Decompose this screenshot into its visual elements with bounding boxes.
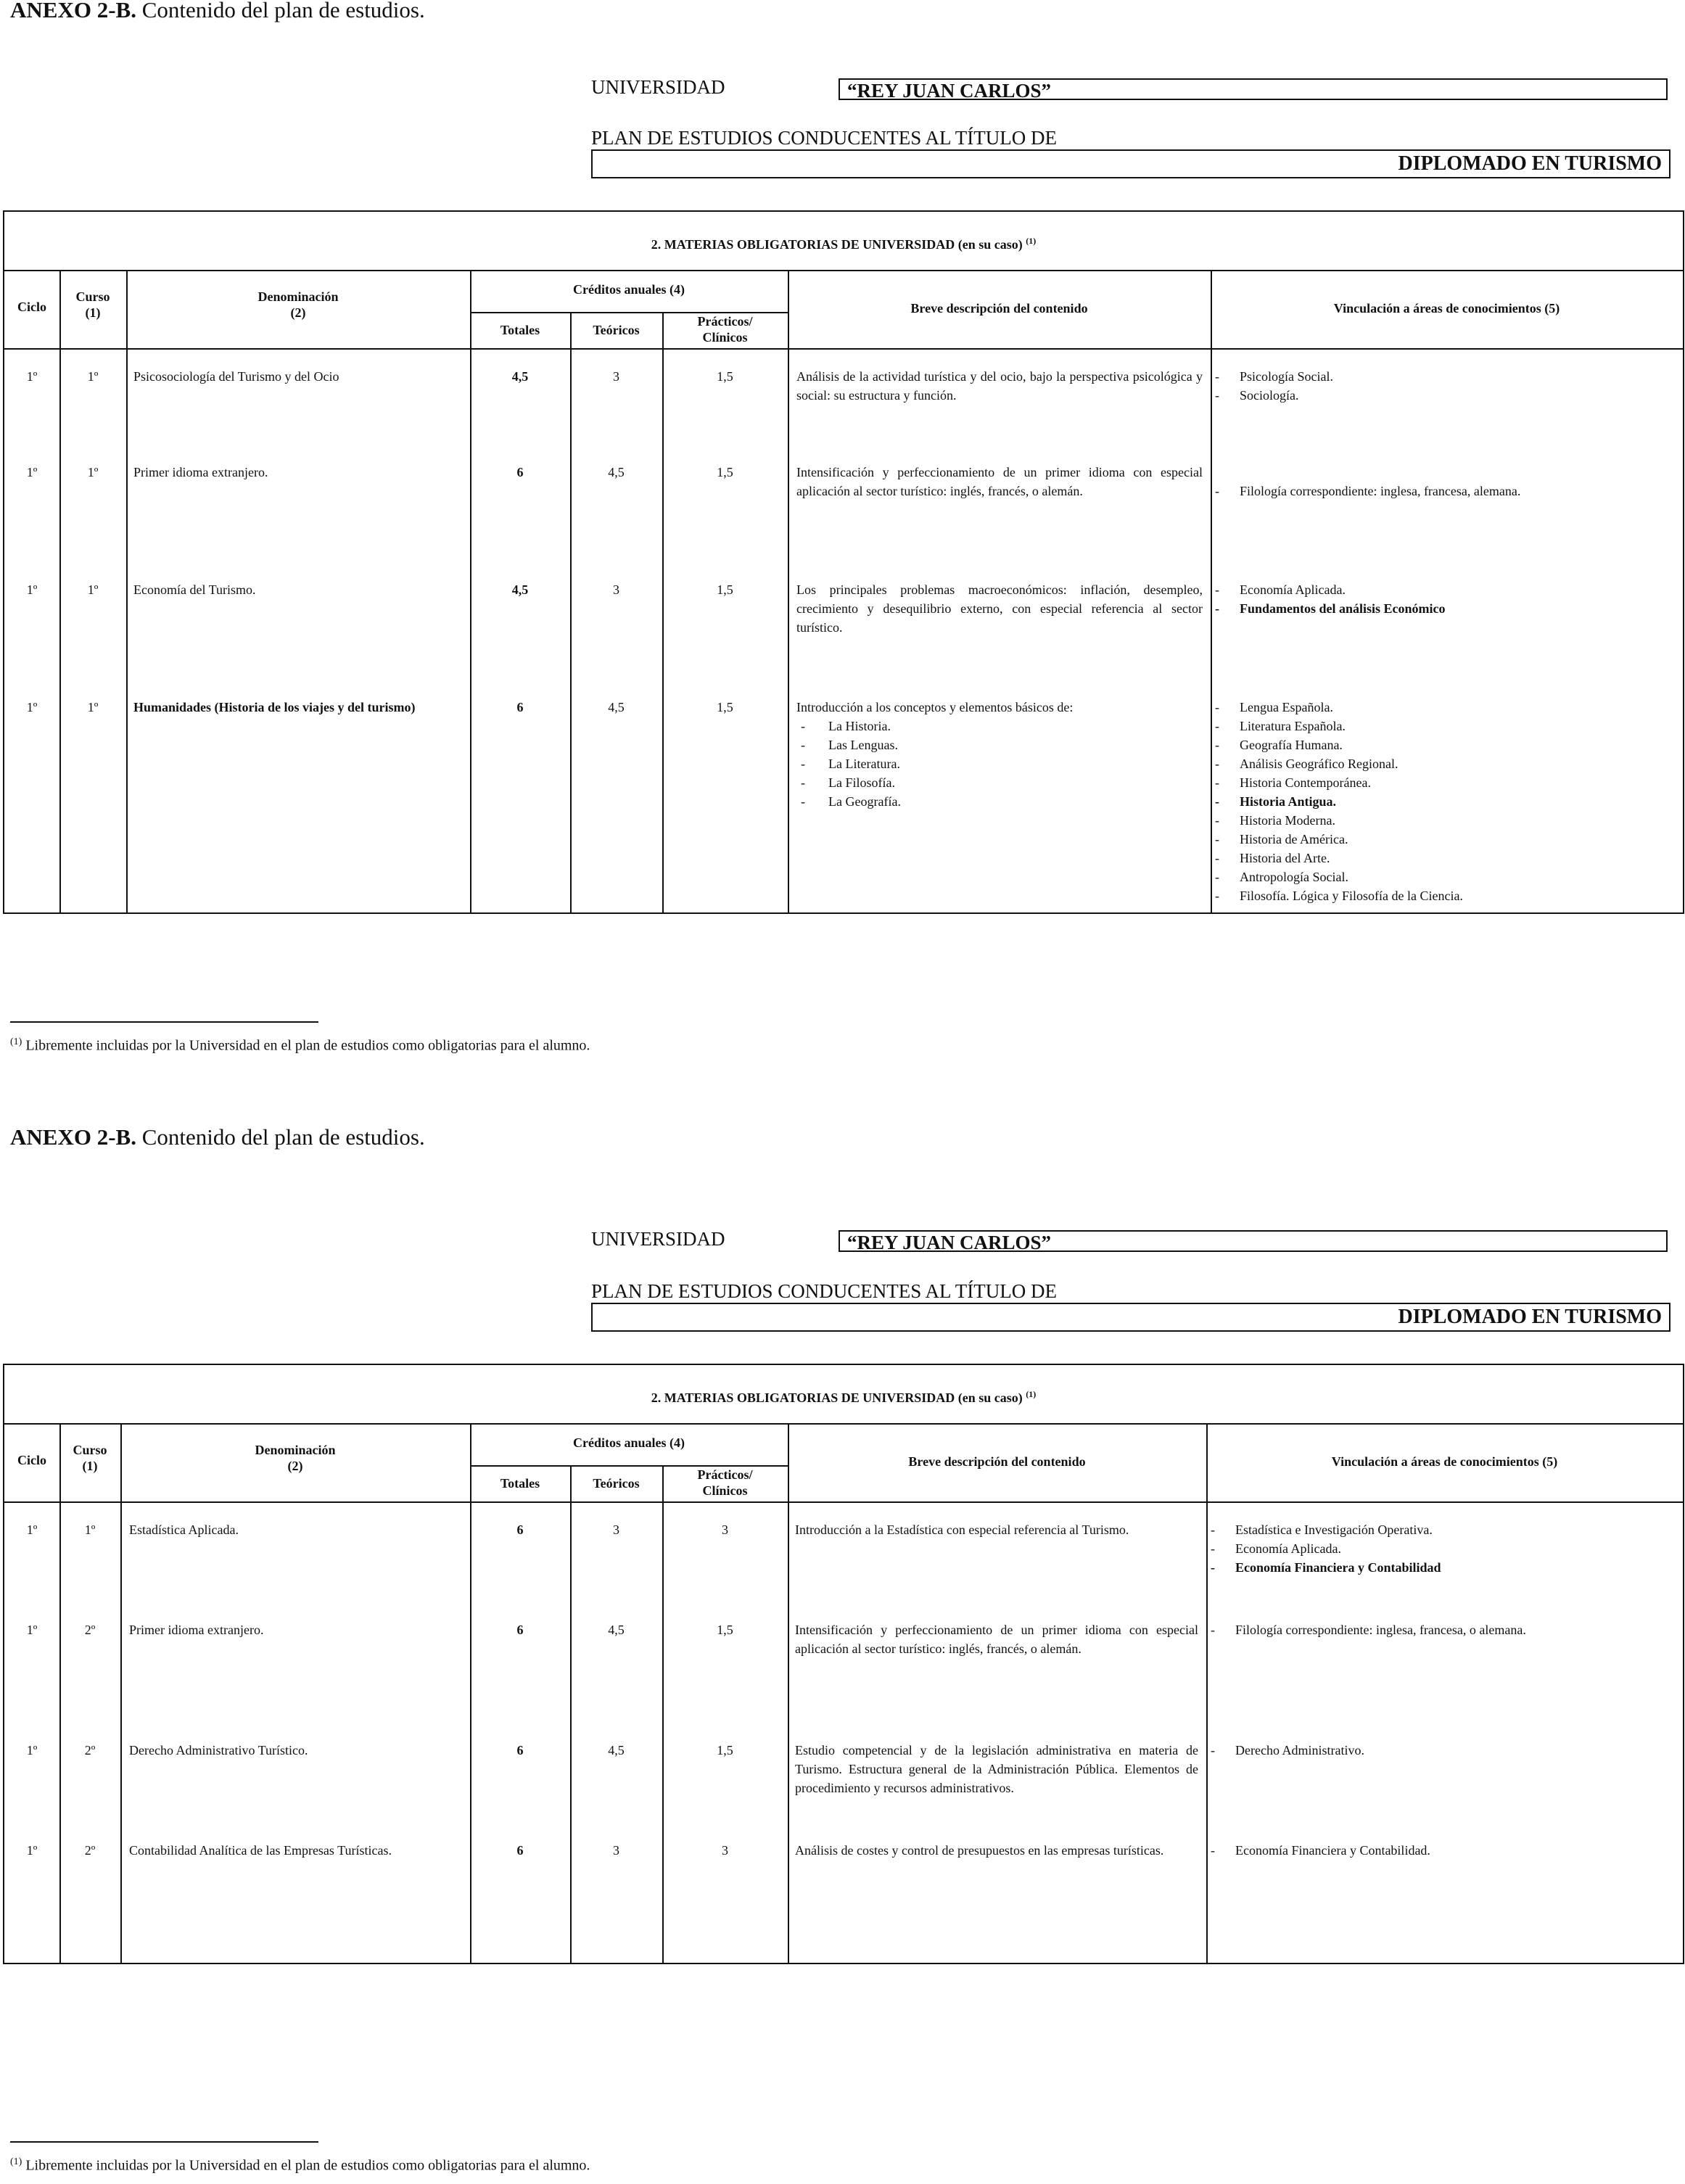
table-row-descripcion: Los principales problemas macroeconómicos: inflación, desempleo, crecimiento y desequilibrio externo, con especial referencia al sector turístico. — [796, 582, 1203, 635]
description-item: - Las Lenguas. — [796, 735, 1203, 754]
area-item: - Economía Aplicada. — [1206, 1539, 1675, 1558]
table-row-practicos: 1,5 — [717, 1623, 733, 1637]
area-item: - Historia Contemporánea. — [1211, 773, 1675, 792]
description-item: - La Filosofía. — [796, 773, 1203, 792]
table-row-ciclo: 1º — [26, 1522, 38, 1537]
header-teoricos: Teóricos — [593, 323, 640, 337]
table-row-denominacion: Primer idioma extranjero. — [129, 1623, 264, 1637]
table-row-curso: 1º — [87, 369, 99, 384]
universidad-name: “REY JUAN CARLOS” — [839, 1230, 1668, 1252]
table-row-descripcion: Intensificación y perfeccionamiento de un primer idioma con especial aplicación al sector turístico: inglés, francés, o alemán. — [796, 465, 1203, 498]
header-curso: Curso (1) — [73, 1443, 107, 1473]
area-item: - Economía Aplicada. — [1211, 580, 1675, 599]
table-row-descripcion: Análisis de costes y control de presupuestos en las empresas turísticas. — [795, 1843, 1164, 1858]
footnote-rule — [10, 1021, 318, 1023]
table-row-teoricos: 4,5 — [608, 465, 625, 479]
header-denominacion: Denominación (2) — [258, 289, 339, 320]
table-row-teoricos: 3 — [613, 582, 619, 597]
table-row-practicos: 1,5 — [717, 369, 733, 384]
description-item: - La Historia. — [796, 717, 1203, 735]
table-row-curso: 1º — [87, 582, 99, 597]
footnote: $^{(1)}$ Libremente incluidas por la Universidad en el plan de estudios como obligatorias para el alumno. — [10, 2156, 590, 2174]
table-row-ciclo: 1º — [26, 465, 38, 479]
table-row-curso: 1º — [87, 700, 99, 714]
header-totales: Totales — [500, 323, 540, 337]
area-item: - Filosofía. Lógica y Filosofía de la Ciencia. — [1211, 886, 1675, 905]
header-vinculacion: Vinculación a áreas de conocimientos (5) — [1333, 301, 1560, 316]
header-denominacion: Denominación (2) — [255, 1443, 336, 1473]
table-row-denominacion: Humanidades (Historia de los viajes y del turismo) — [133, 700, 416, 714]
header-practicos: Prácticos/ Clínicos — [697, 1467, 753, 1498]
footnote: $^{(1)}$ Libremente incluidas por la Universidad en el plan de estudios como obligatorias para el alumno. — [10, 1037, 590, 1054]
subjects-table — [3, 1364, 1684, 1964]
table-row-descripcion — [796, 698, 1203, 811]
table-row-ciclo: 1º — [26, 369, 38, 384]
table-row-ciclo: 1º — [26, 1743, 38, 1757]
annex-title: ANEXO 2-B. Contenido del plan de estudios. — [10, 0, 425, 22]
table-row-areas — [1211, 698, 1675, 905]
table-row-totales: 4,5 — [511, 582, 529, 597]
footnote-rule — [10, 2141, 318, 2143]
table-row-denominacion: Primer idioma extranjero. — [133, 465, 268, 479]
description-list — [796, 717, 1203, 811]
table-row-practicos: 1,5 — [717, 1743, 733, 1757]
table-caption: 2. MATERIAS OBLIGATORIAS DE UNIVERSIDAD (en su caso) $^{(1)}$ — [4, 212, 1683, 271]
header-totales: Totales — [500, 1476, 540, 1491]
header-teoricos: Teóricos — [593, 1476, 640, 1491]
area-item: - Sociología. — [1211, 386, 1675, 405]
table-row-curso: 1º — [87, 465, 99, 479]
universidad-label: UNIVERSIDAD — [591, 1228, 725, 1250]
header-ciclo: Ciclo — [17, 1453, 46, 1467]
degree-title: DIPLOMADO EN TURISMO — [591, 1303, 1670, 1332]
area-item: - Filología correspondiente: inglesa, francesa, o alemana. — [1206, 1620, 1675, 1639]
table-row-areas — [1211, 482, 1675, 500]
table-row-areas — [1206, 1620, 1675, 1639]
universidad-name: “REY JUAN CARLOS” — [839, 78, 1668, 100]
table-row-areas — [1206, 1520, 1675, 1577]
page-2 — [0, 1110, 1685, 2183]
table-row-areas — [1206, 1841, 1675, 1860]
header-vinculacion: Vinculación a áreas de conocimientos (5) — [1331, 1454, 1558, 1469]
table-row-practicos: 3 — [722, 1843, 728, 1858]
area-item: - Lengua Española. — [1211, 698, 1675, 717]
table-row-curso: 1º — [84, 1522, 96, 1537]
table-row-practicos: 3 — [722, 1522, 728, 1537]
table-row-curso: 2º — [84, 1843, 96, 1858]
page-1 — [0, 0, 1685, 1074]
table-row-ciclo: 1º — [26, 700, 38, 714]
plan-label: PLAN DE ESTUDIOS CONDUCENTES AL TÍTULO DE — [591, 127, 1057, 149]
area-item: - Fundamentos del análisis Económico — [1211, 599, 1675, 618]
table-row-descripcion: Introducción a la Estadística con especial referencia al Turismo. — [795, 1522, 1129, 1537]
area-item: - Historia Antigua. — [1211, 792, 1675, 811]
table-row-descripcion: Intensificación y perfeccionamiento de un primer idioma con especial aplicación al sector turístico: inglés, francés, o alemán. — [795, 1623, 1198, 1656]
header-creditos: Créditos anuales (4) — [573, 282, 685, 297]
description-intro: Introducción a los conceptos y elementos básicos de: — [796, 700, 1074, 714]
degree-title: DIPLOMADO EN TURISMO — [591, 149, 1670, 178]
header-creditos: Créditos anuales (4) — [573, 1435, 685, 1450]
header-practicos: Prácticos/ Clínicos — [697, 314, 753, 345]
table-row-teoricos: 4,5 — [608, 1743, 625, 1757]
table-row-teoricos: 3 — [613, 369, 619, 384]
universidad-label: UNIVERSIDAD — [591, 76, 725, 98]
table-row-teoricos: 4,5 — [608, 700, 625, 714]
area-item: - Historia de América. — [1211, 830, 1675, 849]
header-curso: Curso (1) — [75, 289, 110, 320]
table-row-ciclo: 1º — [26, 1843, 38, 1858]
table-row-descripcion: Análisis de la actividad turística y del ocio, bajo la perspectiva psicológica y social: su estructura y función. — [796, 369, 1203, 403]
table-row-teoricos: 4,5 — [608, 1623, 625, 1637]
table-row-totales: 4,5 — [511, 369, 529, 384]
area-item: - Análisis Geográfico Regional. — [1211, 754, 1675, 773]
area-item: - Estadística e Investigación Operativa. — [1206, 1520, 1675, 1539]
area-item: - Historia del Arte. — [1211, 849, 1675, 868]
subjects-table — [3, 210, 1684, 914]
table-row-denominacion: Economía del Turismo. — [133, 582, 256, 597]
plan-label: PLAN DE ESTUDIOS CONDUCENTES AL TÍTULO DE — [591, 1280, 1057, 1302]
table-caption: 2. MATERIAS OBLIGATORIAS DE UNIVERSIDAD (en su caso) $^{(1)}$ — [4, 1365, 1683, 1425]
table-row-teoricos: 3 — [613, 1522, 619, 1537]
table-row-totales: 6 — [516, 465, 524, 479]
area-item: - Literatura Española. — [1211, 717, 1675, 735]
table-row-practicos: 1,5 — [717, 582, 733, 597]
table-row-curso: 2º — [84, 1743, 96, 1757]
table-row-descripcion: Estudio competencial y de la legislación administrativa en materia de Turismo. Estructura general de la Administración Pública. Elementos de procedimiento y recursos administrativos. — [795, 1743, 1198, 1795]
area-item: - Economía Financiera y Contabilidad. — [1206, 1841, 1675, 1860]
area-item: - Antropología Social. — [1211, 868, 1675, 886]
table-row-totales: 6 — [516, 1522, 524, 1537]
table-row-areas — [1211, 580, 1675, 618]
area-item: - Psicología Social. — [1211, 367, 1675, 386]
table-row-totales: 6 — [516, 700, 524, 714]
annex-title: ANEXO 2-B. Contenido del plan de estudios. — [10, 1124, 425, 1150]
header-descripcion: Breve descripción del contenido — [910, 301, 1088, 316]
area-item: - Geografía Humana. — [1211, 735, 1675, 754]
header-ciclo: Ciclo — [17, 300, 46, 314]
table-row-denominacion: Derecho Administrativo Turístico. — [129, 1743, 308, 1757]
table-row-practicos: 1,5 — [717, 465, 733, 479]
table-row-practicos: 1,5 — [717, 700, 733, 714]
table-row-ciclo: 1º — [26, 1623, 38, 1637]
table-row-areas — [1211, 367, 1675, 405]
table-row-denominacion: Estadística Aplicada. — [129, 1522, 239, 1537]
area-item: - Historia Moderna. — [1211, 811, 1675, 830]
header-descripcion: Breve descripción del contenido — [908, 1454, 1086, 1469]
area-item: - Filología correspondiente: inglesa, francesa, alemana. — [1211, 482, 1675, 500]
table-row-totales: 6 — [516, 1623, 524, 1637]
table-row-teoricos: 3 — [613, 1843, 619, 1858]
area-item: - Economía Financiera y Contabilidad — [1206, 1558, 1675, 1577]
table-row-totales: 6 — [516, 1843, 524, 1858]
table-row-areas — [1206, 1741, 1675, 1760]
table-row-denominacion: Contabilidad Analítica de las Empresas Turísticas. — [129, 1843, 392, 1858]
table-row-totales: 6 — [516, 1743, 524, 1757]
table-row-ciclo: 1º — [26, 582, 38, 597]
area-item: - Derecho Administrativo. — [1206, 1741, 1675, 1760]
description-item: - La Geografía. — [796, 792, 1203, 811]
table-row-denominacion: Psicosociología del Turismo y del Ocio — [133, 369, 339, 384]
description-item: - La Literatura. — [796, 754, 1203, 773]
table-row-curso: 2º — [84, 1623, 96, 1637]
